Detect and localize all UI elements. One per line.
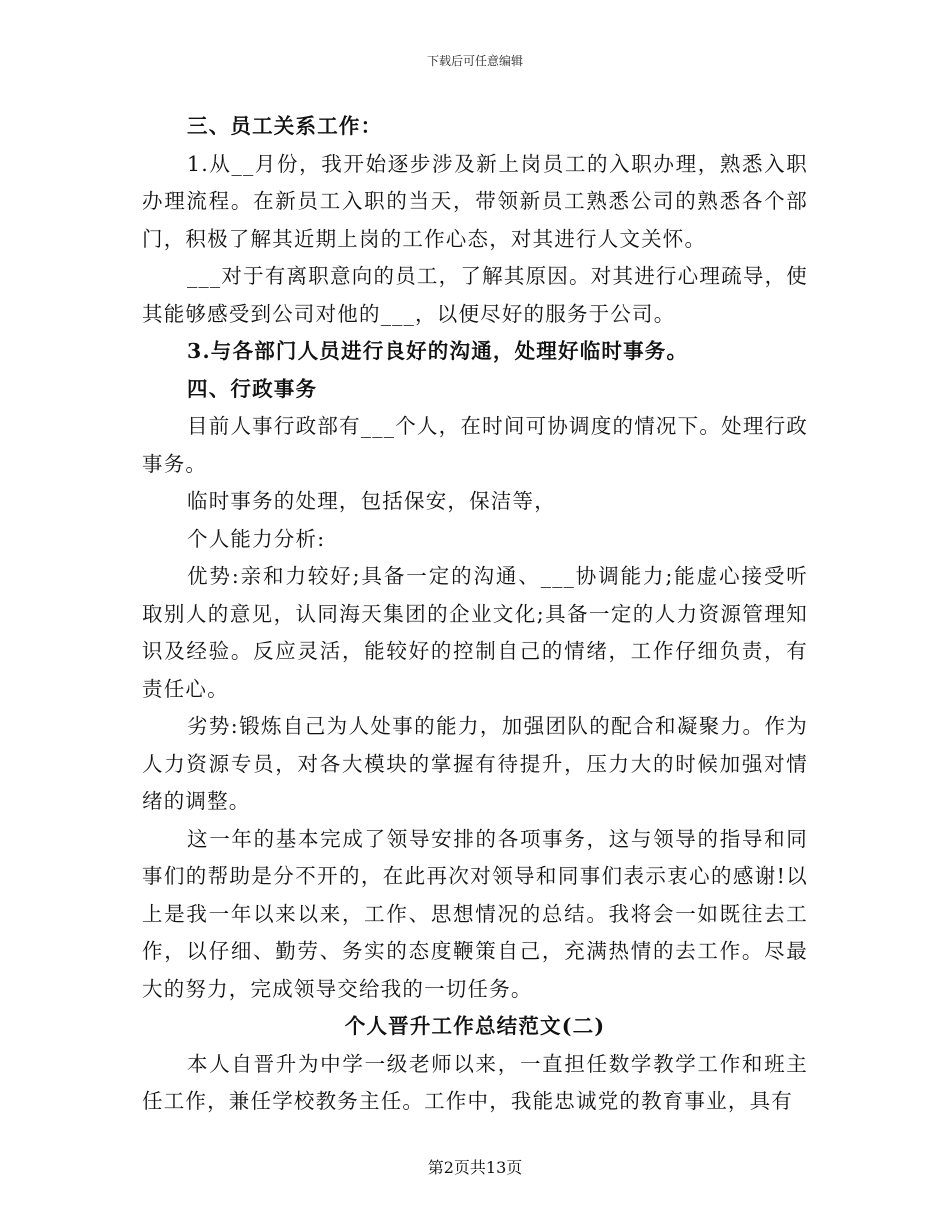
paragraph-admin-staff: 目前人事行政部有___个人，在时间可协调度的情况下。处理行政事务。 <box>142 414 808 476</box>
paragraph-resignation: ___对于有离职意向的员工，了解其原因。对其进行心理疏导，使其能够感受到公司对他的___，以便尽好的服务于公司。 <box>142 264 808 326</box>
article-title-two: 个人晋升工作总结范文(二) <box>344 1014 606 1038</box>
paragraph-onboarding: 1.从__月份，我开始逐步涉及新上岗员工的入职办理，熟悉入职办理流程。在新员工入职的当天，带领新员工熟悉公司的熟悉各个部门，积极了解其近期上岗的工作心态，对其进行人文关怀。 <box>142 151 808 251</box>
paragraph-conclusion: 这一年的基本完成了领导安排的各项事务，这与领导的指导和同事们的帮助是分不开的，在此再次对领导和同事们表示衷心的感谢!以上是我一年以来以来，工作、思想情况的总结。我将会一如既往去工作，以仔细、勤劳、务实的态度鞭策自己，充满热情的去工作。尽最大的努力，完成领导交给我的一切任务。 <box>142 826 808 1001</box>
paragraph-strengths: 优势:亲和力较好;具备一定的沟通、___协调能力;能虚心接受听取别人的意见，认同海天集团的企业文化;具备一定的人力资源管理知识及经验。反应灵活，能较好的控制自己的情绪，工作仔细负责，有责任心。 <box>142 564 808 701</box>
paragraph-ability-analysis: 个人能力分析: <box>187 526 326 551</box>
document-body <box>142 108 808 1121</box>
paragraph-temporary-affairs: 临时事务的处理，包括保安，保洁等， <box>187 489 556 513</box>
paragraph-communication: 3.与各部门人员进行良好的沟通，处理好临时事务。 <box>187 339 689 363</box>
paragraph-teacher-intro: 本人自晋升为中学一级老师以来，一直担任数学教学工作和班主任工作，兼任学校教务主任。工作中，我能忠诚党的教育事业，具有 <box>142 1051 808 1113</box>
section-heading-employee-relations: 三、员工关系工作： <box>187 114 383 138</box>
paragraph-weaknesses: 劣势:锻炼自己为人处事的能力，加强团队的配合和凝聚力。作为人力资源专员，对各大模块的掌握有待提升，压力大的时候加强对情绪的调整。 <box>142 714 808 813</box>
page-footer-number: 第2页共13页 <box>427 1158 523 1177</box>
section-heading-admin-affairs: 四、行政事务 <box>187 376 318 401</box>
page-header-note: 下载后可任意编辑 <box>426 54 523 68</box>
